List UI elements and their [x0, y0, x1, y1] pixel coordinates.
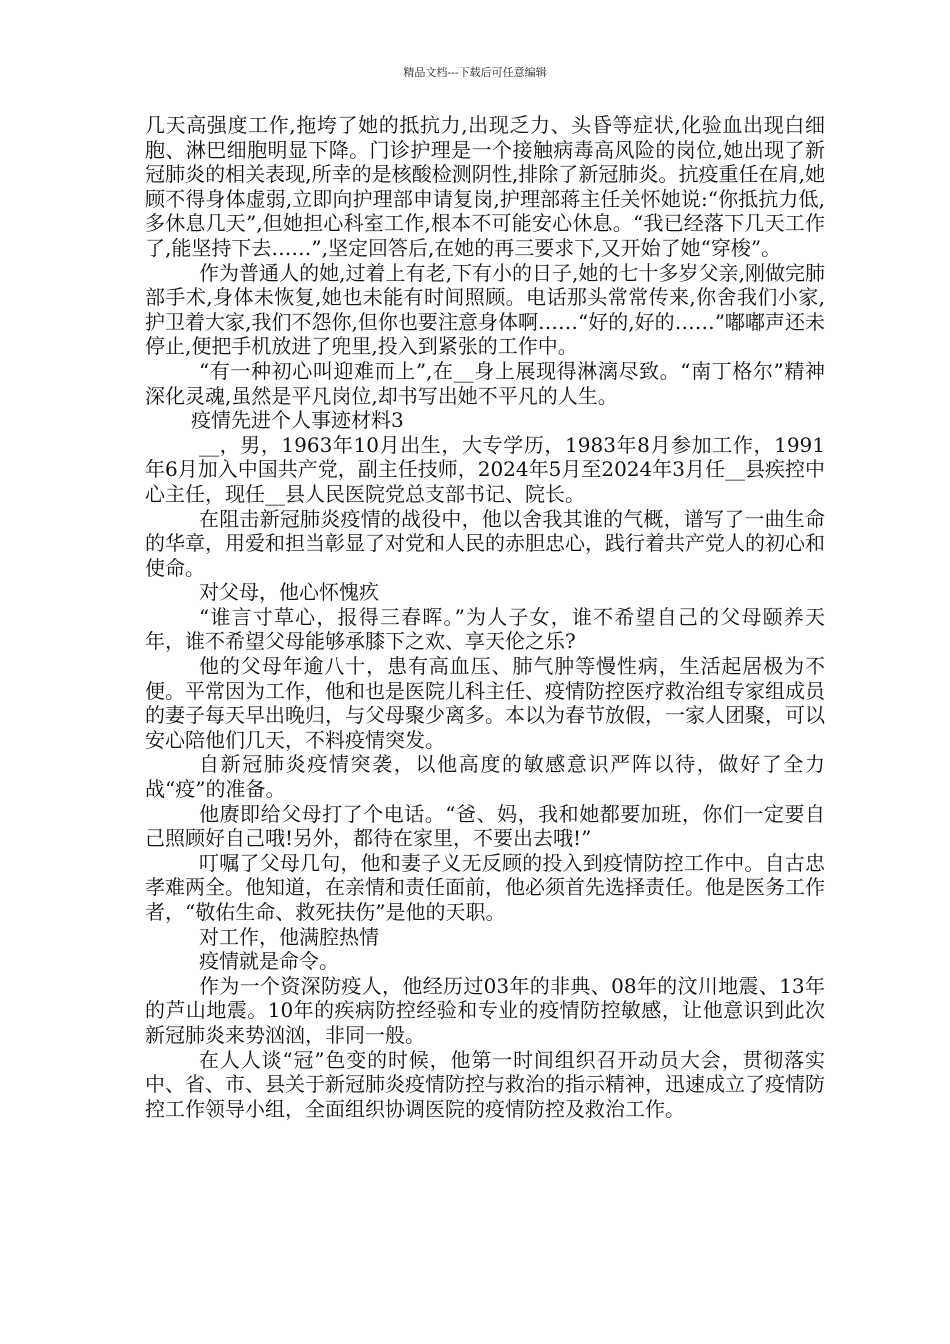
- subheading: 对工作，他满腔热情: [199, 924, 379, 949]
- paragraph: 在阻击新冠肺炎疫情的战役中，他以舍我其谁的气概，谱写了一曲生命的华章，用爱和担当彰显了对党和人民的赤胆忠心，践行着共产党人的初心和使命。: [145, 506, 825, 580]
- paragraph: 他的父母年逾八十，患有高血压、肺气肿等慢性病，生活起居极为不便。平常因为工作，他和也是医院儿科主任、疫情防控医疗救治组专家组成员的妻子每天早出晚归，与父母聚少离多。本以为春节放假，一家人团聚，可以安心陪他们几天，不料疫情突发。: [145, 654, 825, 752]
- paragraph: 作为一个资深防疫人，他经历过03年的非典、08年的汶川地震、13年的芦山地震。10年的疾病防控经验和专业的疫情防控敏感，让他意识到此次新冠肺炎来势汹汹，非同一般。: [145, 973, 825, 1047]
- paragraph: 自新冠肺炎疫情突袭，以他高度的敏感意识严阵以待，做好了全力战“疫”的准备。: [145, 752, 825, 802]
- paragraph: “有一种初心叫迎难而上”,在__身上展现得淋漓尽致。“南丁格尔”精神深化灵魂,虽然是平凡岗位,却书写出她不平凡的人生。: [145, 358, 825, 408]
- paragraph: 在人人谈“冠”色变的时候，他第一时间组织召开动员大会，贯彻落实中、省、市、县关于新冠肺炎疫情防控与救治的指示精神，迅速成立了疫情防控工作领导小组，全面组织协调医院的疫情防控及救治工作。: [145, 1047, 825, 1121]
- page-header: 精品文档---下载后可任意编辑: [403, 66, 547, 79]
- paragraph: 叮嘱了父母几句，他和妻子义无反顾的投入到疫情防控工作中。自古忠孝难两全。他知道，在亲情和责任面前，他必须首先选择责任。他是医务工作者，“敬佑生命、救死扶伤”是他的天职。: [145, 850, 825, 924]
- subheading: 对父母，他心怀愧疚: [199, 580, 379, 605]
- paragraph: 他赓即给父母打了个电话。“爸、妈，我和她都要加班，你们一定要自己照顾好自己哦!另外，都待在家里，不要出去哦!”: [145, 801, 825, 851]
- paragraph: “谁言寸草心，报得三春晖。”为人子女，谁不希望自己的父母颐养天年，谁不希望父母能够承膝下之欢、享天伦之乐?: [145, 604, 825, 654]
- document-body: [145, 113, 825, 1121]
- paragraph: 作为普通人的她,过着上有老,下有小的日子,她的七十多岁父亲,刚做完肺部手术,身体未恢复,她也未能有时间照顾。电话那头常常传来,你舍我们小家,护卫着大家,我们不怨你,但你也要注意身体啊……“好的,好的……”嘟嘟声还未停止,便把手机放进了兜里,投入到紧张的工作中。: [145, 260, 825, 359]
- paragraph: 疫情就是命令。: [199, 949, 339, 974]
- section-title: 疫情先进个人事迹材料3: [191, 408, 404, 433]
- paragraph: 几天高强度工作,拖垮了她的抵抗力,出现乏力、头昏等症状,化验血出现白细胞、淋巴细胞明显下降。门诊护理是一个接触病毒高风险的岗位,她出现了新冠肺炎的相关表现,所幸的是核酸检测阴性,排除了新冠肺炎。抗疫重任在肩,她顾不得身体虚弱,立即向护理部申请复岗,护理部蒋主任关怀她说:“你抵抗力低,多休息几天”,但她担心科室工作,根本不可能安心休息。“我已经落下几天工作了,能坚持下去……”,坚定回答后,在她的再三要求下,又开始了她“穿梭”。: [145, 113, 825, 260]
- paragraph: __，男，1963年10月出生，大专学历，1983年8月参加工作，1991年6月加入中国共产党，副主任技师，2024年5月至2024年3月任__县疾控中心主任，现任__县人民医院党总支部书记、院长。: [145, 432, 825, 506]
